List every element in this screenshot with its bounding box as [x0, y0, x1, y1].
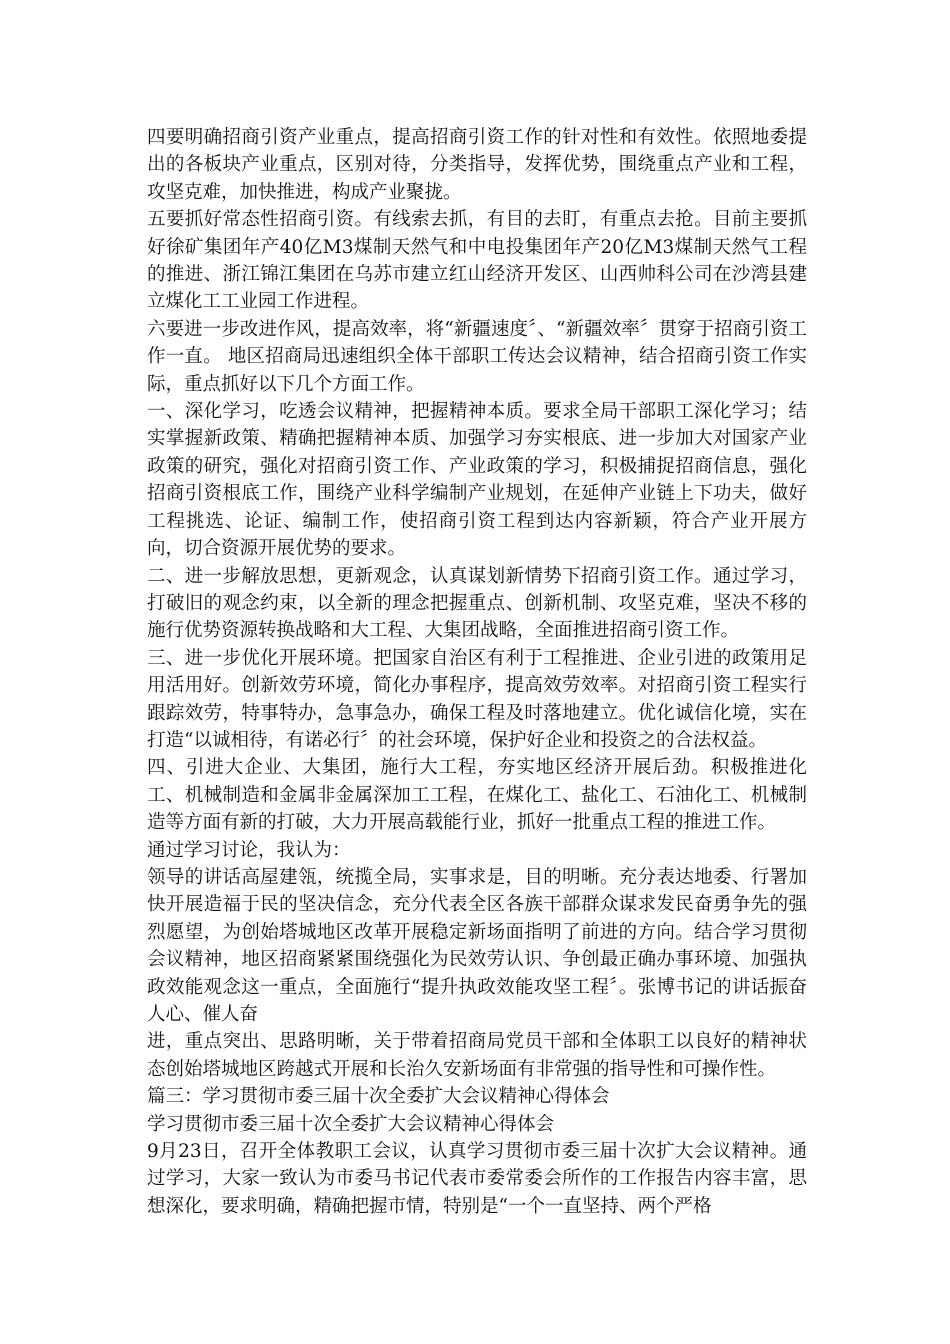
paragraph-3: 六要进一步改进作风，提高效率，将“新疆速度〞、“新疆效率〞贯穿于招商引资工作一直。 地区招商局迅速组织全体干部职工传达会议精神，结合招商引资工作实际，重点抓好以下几个方面工作。 [147, 318, 807, 395]
paragraph-10: 进，重点突出、思路明晰，关于带着招商局党员干部和全体职工以良好的精神状态创始塔城地区跨越式开展和长治久安新场面有非常强的指导性和可操作性。 [147, 1031, 807, 1080]
paragraph-6: 三、进一步优化开展环境。把国家自治区有利于工程推进、企业引进的政策用足用活用好。创新效劳环境，简化办事程序，提高效劳效率。对招商引资工程实行跟踪效劳，特事特办，急事急办，确保工程及时落地建立。优化诚信化境，实在打造“以诚相待，有诺必行〞的社会环境，保护好企业和投资之的合法权益。 [147, 647, 807, 751]
paragraph-1: 四要明确招商引资产业重点，提高招商引资工作的针对性和有效性。依照地委提出的各板块产业重点，区别对待，分类指导，发挥优势，围绕重点产业和工程，攻坚克难，加快推进，构成产业聚拢。 [147, 127, 807, 203]
paragraph-2: 五要抓好常态性招商引资。有线索去抓，有目的去盯，有重点去抢。目前主要抓好徐矿集团年产40亿M3煤制天然气和中电投集团年产20亿M3煤制天然气工程的推进、浙江锦江集团在乌苏市建立红山经济开发区、山西帅科公司在沙湾县建立煤化工工业园工作进程。 [147, 209, 807, 313]
paragraph-13: 9月23日，召开全体教职工会议，认真学习贯彻市委三届十次扩大会议精神。通过学习，大家一致认为市委马书记代表市委常委会所作的工作报告内容丰富，思想深化，要求明确，精确把握市情，特别是“一个一直坚持、两个严格 [147, 1141, 807, 1217]
paragraph-7: 四、引进大企业、大集团，施行大工程，夯实地区经济开展后劲。积极推进化工、机械制造和金属非金属深加工工程，在煤化工、盐化工、石油化工、机械制造等方面有新的打破，大力开展高载能行业，抓好一批重点工程的推进工作。 [147, 757, 807, 834]
article-title: 学习贯彻市委三届十次全委扩大会议精神心得体会 [147, 1113, 555, 1135]
paragraph-5: 二、进一步解放思想，更新观念，认真谋划新情势下招商引资工作。通过学习，打破旧的观念约束，以全新的理念把握重点、创新机制、攻坚克难，坚决不移的施行优势资源转换战略和大工程、大集团战略，全面推进招商引资工作。 [147, 565, 807, 642]
paragraph-9: 领导的讲话高屋建瓴，统揽全局，实事求是，目的明晰。充分表达地委、行署加快开展造福于民的坚决信念，充分代表全区各族干部群众谋求发民奋勇争先的强烈愿望，为创始塔城地区改革开展稳定新场面指明了前进的方向。结合学习贯彻会议精神，地区招商紧紧围绕强化为民效劳认识、争创最正确办事环境、加强执政效能观念这一重点，全面施行“提升执政效能攻坚工程〞。张博书记的讲话振奋人心、催人奋 [147, 866, 807, 1025]
section-heading: 篇三：学习贯彻市委三届十次全委扩大会议精神心得体会 [147, 1086, 610, 1108]
paragraph-4: 一、深化学习，吃透会议精神，把握精神本质。要求全局干部职工深化学习；结实掌握新政策、精确把握精神本质、加强学习夯实根底、进一步加大对国家产业政策的研究，强化对招商引资工作、产业政策的学习，积极捕捉招商信息，强化招商引资根底工作，围绕产业科学编制产业规划，在延伸产业链上下功夫，做好工程挑选、论证、编制工作，使招商引资工程到达内容新颖，符合产业开展方向，切合资源开展优势的要求。 [147, 401, 807, 560]
paragraph-8: 通过学习讨论，我认为： [147, 839, 351, 861]
document-page [147, 124, 807, 1220]
